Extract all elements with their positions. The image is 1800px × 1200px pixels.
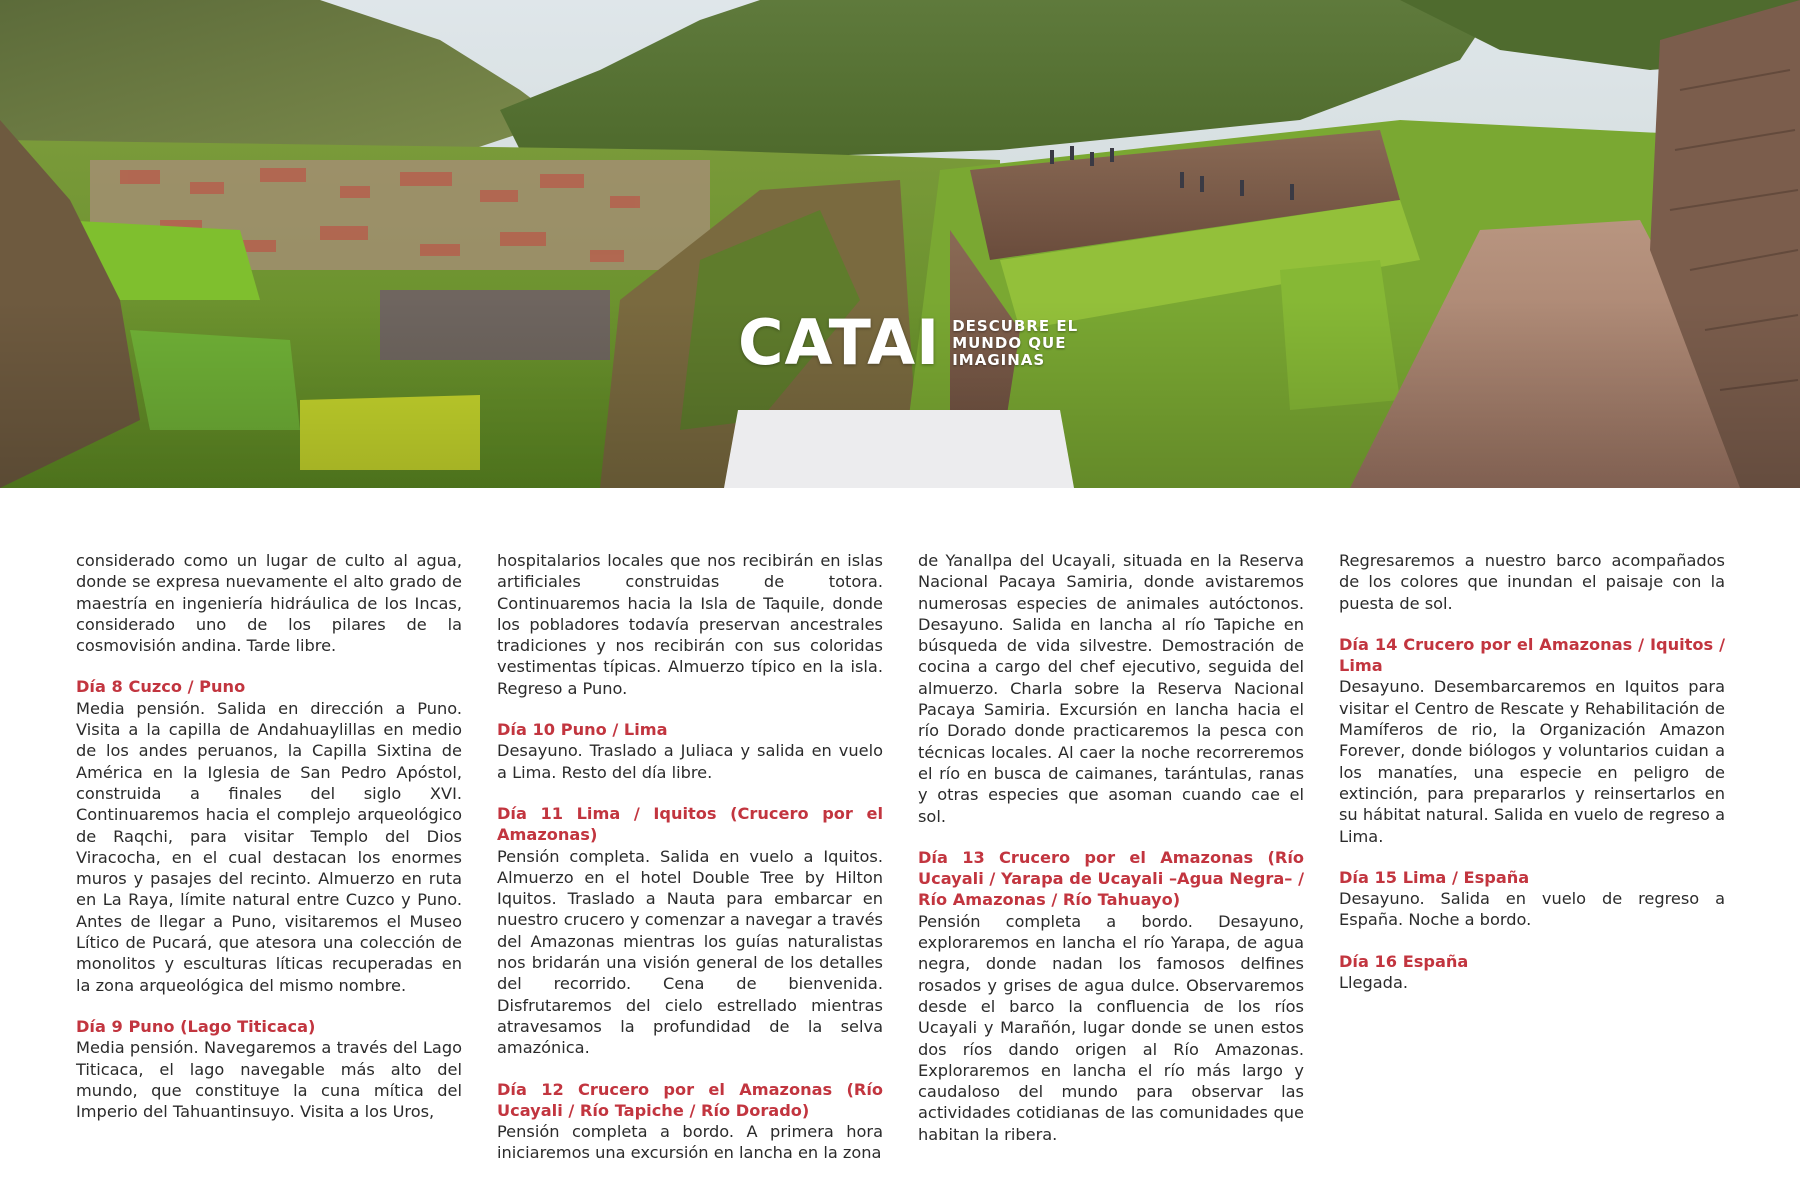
tagline-line: MUNDO QUE [952,333,1067,352]
body-paragraph: Media pensión. Salida en dirección a Puno. Visita a la capilla de Andahuaylillas en medio de los andes peruanos, la Capilla Sixtina de América en la Iglesia de San Pedro Apóstol, construida a finales del siglo XVI. Continuaremos hacia el complejo arqueológico de Raqchi, para visitar Templo del Dios Viracocha, en el cual destacan los enormes muros y pasajes del recinto. Almuerzo en ruta en La Raya, límite natural entre Cuzco y Puno. Antes de llegar a Puno, visitaremos el Museo Lítico de Pucará, que atesora una colección de monolitos y esculturas líticas recuperadas en la zona arqueológica del mismo nombre. [76,698,462,995]
text-column-2 [497,550,883,1164]
day-heading: Día 12 Crucero por el Amazonas (Río Ucayali / Río Tapiche / Río Dorado) [497,1079,883,1120]
itinerary-columns [76,550,1726,1163]
day-heading: Día 16 España [1339,951,1469,971]
body-paragraph: Media pensión. Navegaremos a través del Lago Titicaca, el lago navegable más alto del mundo, que constituye la cuna mítica del Imperio del Tahuantinsuyo. Visita a los Uros, [76,1038,462,1122]
tagline-line: IMAGINAS [952,350,1046,369]
tagline-line: DESCUBRE EL [952,316,1079,335]
brand-name: CATAI [738,306,941,379]
body-paragraph: hospitalarios locales que nos recibirán en islas artificiales construidas de totora. Continuaremos hacia la Isla de Taquile, donde los pobladores todavía preservan ancestrales tradiciones y nos recibirán con sus coloridas vestimentas típicas. Almuerzo típico en la isla. Regreso a Puno. [497,551,883,698]
brand-tagline [952,318,1078,369]
body-paragraph: Pensión completa. Salida en vuelo a Iquitos. Almuerzo en el hotel Double Tree by Hilton Iquitos. Traslado a Nauta para embarcar en nuestro crucero y comenzar a navegar a través del Amazonas mientras los guías naturalistas nos bridarán una visión general de los detalles del recorrido. Cena de bienvenida. Disfrutaremos del cielo estrellado mientras atravesamos la profundidad de la selva amazónica. [497,846,883,1058]
brand-logo [738,306,1079,379]
decorative-tab [724,410,1074,488]
body-paragraph: Desayuno. Salida en vuelo de regreso a España. Noche a bordo. [1339,889,1725,930]
day-heading: Día 10 Puno / Lima [497,720,668,740]
text-column-4 [1339,550,1725,993]
day-heading: Día 9 Puno (Lago Titicaca) [76,1016,316,1036]
body-paragraph: Pensión completa a bordo. Desayuno, exploraremos en lancha el río Yarapa, de agua negra, donde nadan los famosos delfines rosados y grises de agua dulce. Observaremos desde el barco la confluencia de los ríos Ucayali y Marañón, lugar donde se unen estos dos ríos dando origen al Río Amazonas. Exploraremos en lancha el río más largo y caudaloso del mundo para observar las actividades cotidianas de las comunidades que habitan la ribera. [918,911,1304,1144]
body-paragraph: considerado como un lugar de culto al agua, donde se expresa nuevamente el alto grado de maestría en ingeniería hidráulica de los Incas, considerado uno de los pilares de la cosmovisión andina. Tarde libre. [76,551,462,656]
day-heading: Día 11 Lima / Iquitos (Crucero por el Amazonas) [497,803,883,845]
body-paragraph: Pensión completa a bordo. A primera hora iniciaremos una excursión en lancha en la zona [497,1122,883,1163]
hero-photo [0,0,1800,488]
body-paragraph: Desayuno. Traslado a Juliaca y salida en vuelo a Lima. Resto del día libre. [497,741,883,782]
body-paragraph: de Yanallpa del Ucayali, situada en la Reserva Nacional Pacaya Samiria, donde avistaremos numerosas especies de animales autóctonos. Desayuno. Salida en lancha al río Tapiche en búsqueda de vida silvestre. Demostración de cocina a cargo del chef ejecutivo, seguida del almuerzo. Charla sobre la Reserva Nacional Pacaya Samiria. Excursión en lancha hacia el río Dorado donde practicaremos la pesca con técnicas locales. Al caer la noche recorreremos el río en busca de caimanes, tarántulas, ranas y otras especies que asoman cuando cae el sol. [918,551,1304,826]
day-heading: Día 14 Crucero por el Amazonas / Iquitos / Lima [1339,634,1725,676]
day-heading: Día 8 Cuzco / Puno [76,677,246,697]
body-paragraph: Desayuno. Desembarcaremos en Iquitos para visitar el Centro de Rescate y Rehabilitación de Mamíferos de rio, la Organización Amazon Forever, donde biólogos y voluntarios cuidan a los manatíes, una especie en peligro de extinción, para prepararlos y reinsertarlos en su hábitat natural. Salida en vuelo de regreso a Lima. [1339,677,1725,846]
text-column-3 [918,550,1304,1145]
text-column-1 [76,550,462,1122]
day-heading: Día 15 Lima / España [1339,867,1530,887]
body-paragraph: Regresaremos a nuestro barco acompañados de los colores que inundan el paisaje con la puesta de sol. [1339,551,1725,613]
body-paragraph: Llegada. [1339,973,1409,993]
day-heading: Día 13 Crucero por el Amazonas (Río Ucayali / Yarapa de Ucayali –Agua Negra– / Río Amazonas / Río Tahuayo) [918,847,1304,910]
